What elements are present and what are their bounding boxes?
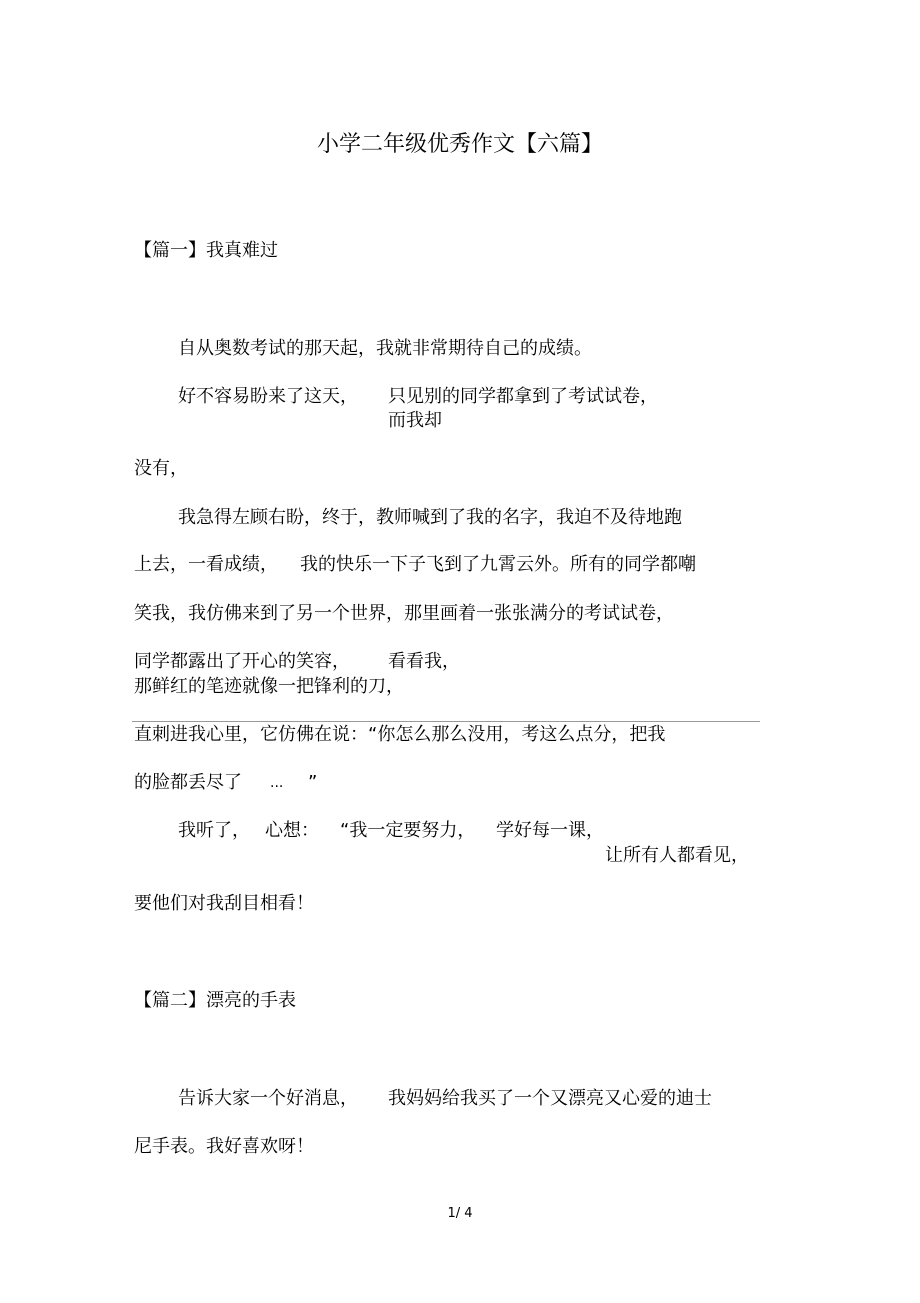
paragraph-line: 自从奥数考试的那天起，我就非常期待自己的成绩。 xyxy=(178,338,592,359)
page-indicator: 1/ 4 xyxy=(447,1206,473,1221)
paragraph-line: 同学都露出了开心的笑容， xyxy=(134,651,350,672)
paragraph-line: 好不容易盼来了这天， xyxy=(178,386,358,407)
paragraph-line: 我妈妈给我买了一个又漂亮又心爱的迪士 xyxy=(388,1088,712,1109)
paragraph-line: 而我却 xyxy=(388,410,442,431)
paragraph-line: 那鲜红的笔迹就像一把锋利的刀， xyxy=(134,676,404,697)
paragraph-line: 的脸都丢尽了 xyxy=(134,772,242,793)
paragraph-line: 直刺进我心里，它仿佛在说：“你怎么那么没用，考这么点分，把我 xyxy=(134,724,666,745)
paragraph-line: “我一定要努力， xyxy=(340,820,476,841)
closing-quote: ” xyxy=(308,772,318,793)
paragraph-line: 只见别的同学都拿到了考试试卷， xyxy=(388,386,658,407)
paragraph-line: 没有， xyxy=(134,458,188,479)
section-heading-1: 【篇一】我真难过 xyxy=(134,240,278,261)
ellipsis: ... xyxy=(270,775,284,791)
paragraph-line: 笑我，我仿佛来到了另一个世界，那里画着一张张满分的考试试卷， xyxy=(134,603,674,624)
paragraph-line: 尼手表。我好喜欢呀！ xyxy=(134,1136,314,1157)
document-title: 小学二年级优秀作文【六篇】 xyxy=(316,132,603,157)
paragraph-line: 让所有人都看见， xyxy=(605,845,749,866)
horizontal-rule xyxy=(132,721,760,722)
paragraph-line: 我的快乐一下子飞到了九霄云外。所有的同学都嘲 xyxy=(300,554,696,575)
section-heading-2: 【篇二】漂亮的手表 xyxy=(134,990,296,1011)
paragraph-line: 心想： xyxy=(265,820,319,841)
paragraph-line: 学好每一课， xyxy=(496,820,604,841)
paragraph-line: 我听了， xyxy=(178,820,250,841)
paragraph-line: 看看我， xyxy=(388,651,460,672)
paragraph-line: 要他们对我刮目相看！ xyxy=(134,893,314,914)
paragraph-line: 我急得左顾右盼，终于，教师喊到了我的名字，我迫不及待地跑 xyxy=(178,507,682,528)
paragraph-line: 上去，一看成绩， xyxy=(134,554,278,575)
paragraph-line: 告诉大家一个好消息， xyxy=(178,1088,358,1109)
